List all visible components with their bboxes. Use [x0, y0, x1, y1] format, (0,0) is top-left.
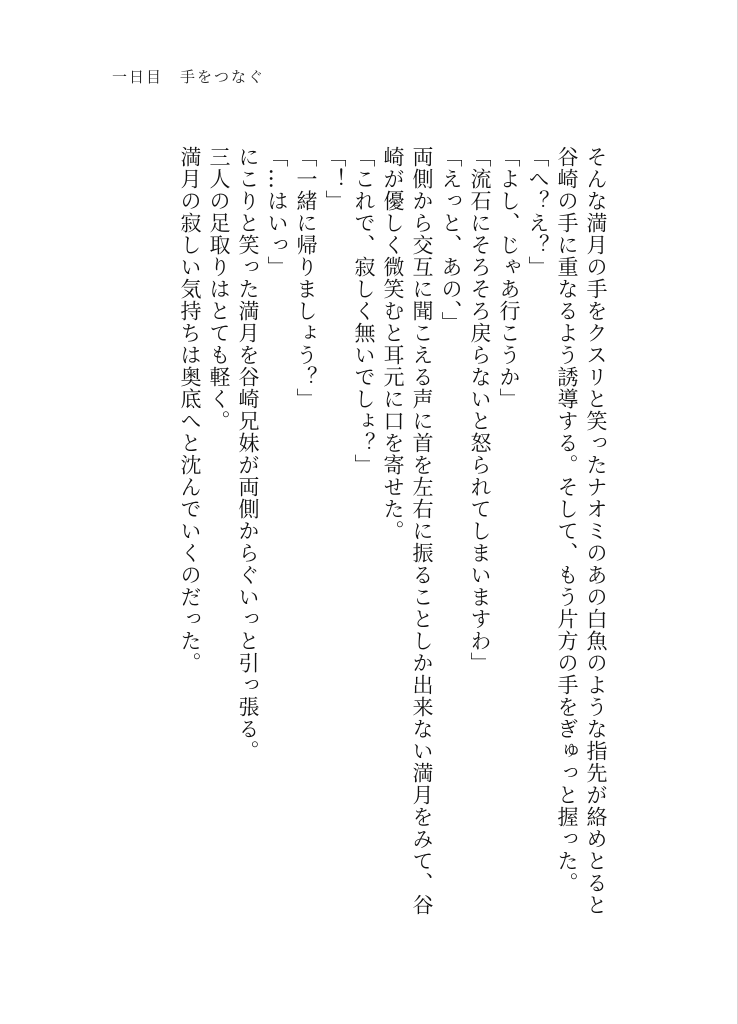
text-line: 「！」 [323, 146, 347, 212]
text-line: 三人の足取りはとても軽く。 [207, 146, 231, 432]
text-line: 「これで、寂しく無いでしょ？」 [352, 146, 376, 476]
text-line: 両側から交互に聞こえる声に首を左右に振ることしか出来ない満月をみて、谷 [410, 146, 434, 916]
text-line: 「流石にそろそろ戻らないと怒られてしまいますわ」 [468, 146, 492, 674]
text-line: 崎が優しく微笑むと耳元に口を寄せた。 [381, 146, 405, 542]
text-line: 「えっと、あの、」 [439, 146, 463, 334]
text-line: 満月の寂しい気持ちは奥底へと沈んでいくのだった。 [178, 146, 202, 674]
text-line: にこりと笑った満月を谷崎兄妹が両側からぐいっと引っ張る。 [236, 146, 260, 762]
text-line: 「…はいっ」 [265, 146, 289, 278]
vertical-body-text [175, 146, 610, 916]
text-line: 「へ？え？」 [526, 146, 550, 278]
running-head: 一日目 手をつなぐ [112, 68, 266, 86]
text-line: 谷崎の手に重なるよう誘導する。そして、もう片方の手をぎゅっと握った。 [555, 146, 579, 894]
text-line: そんな満月の手をクスリと笑ったナオミのあの白魚のような指先が絡めとると [584, 146, 608, 916]
text-line: 「一緒に帰りましょう？」 [294, 146, 318, 410]
text-line: 「よし、じゃあ行こうか」 [497, 146, 521, 410]
